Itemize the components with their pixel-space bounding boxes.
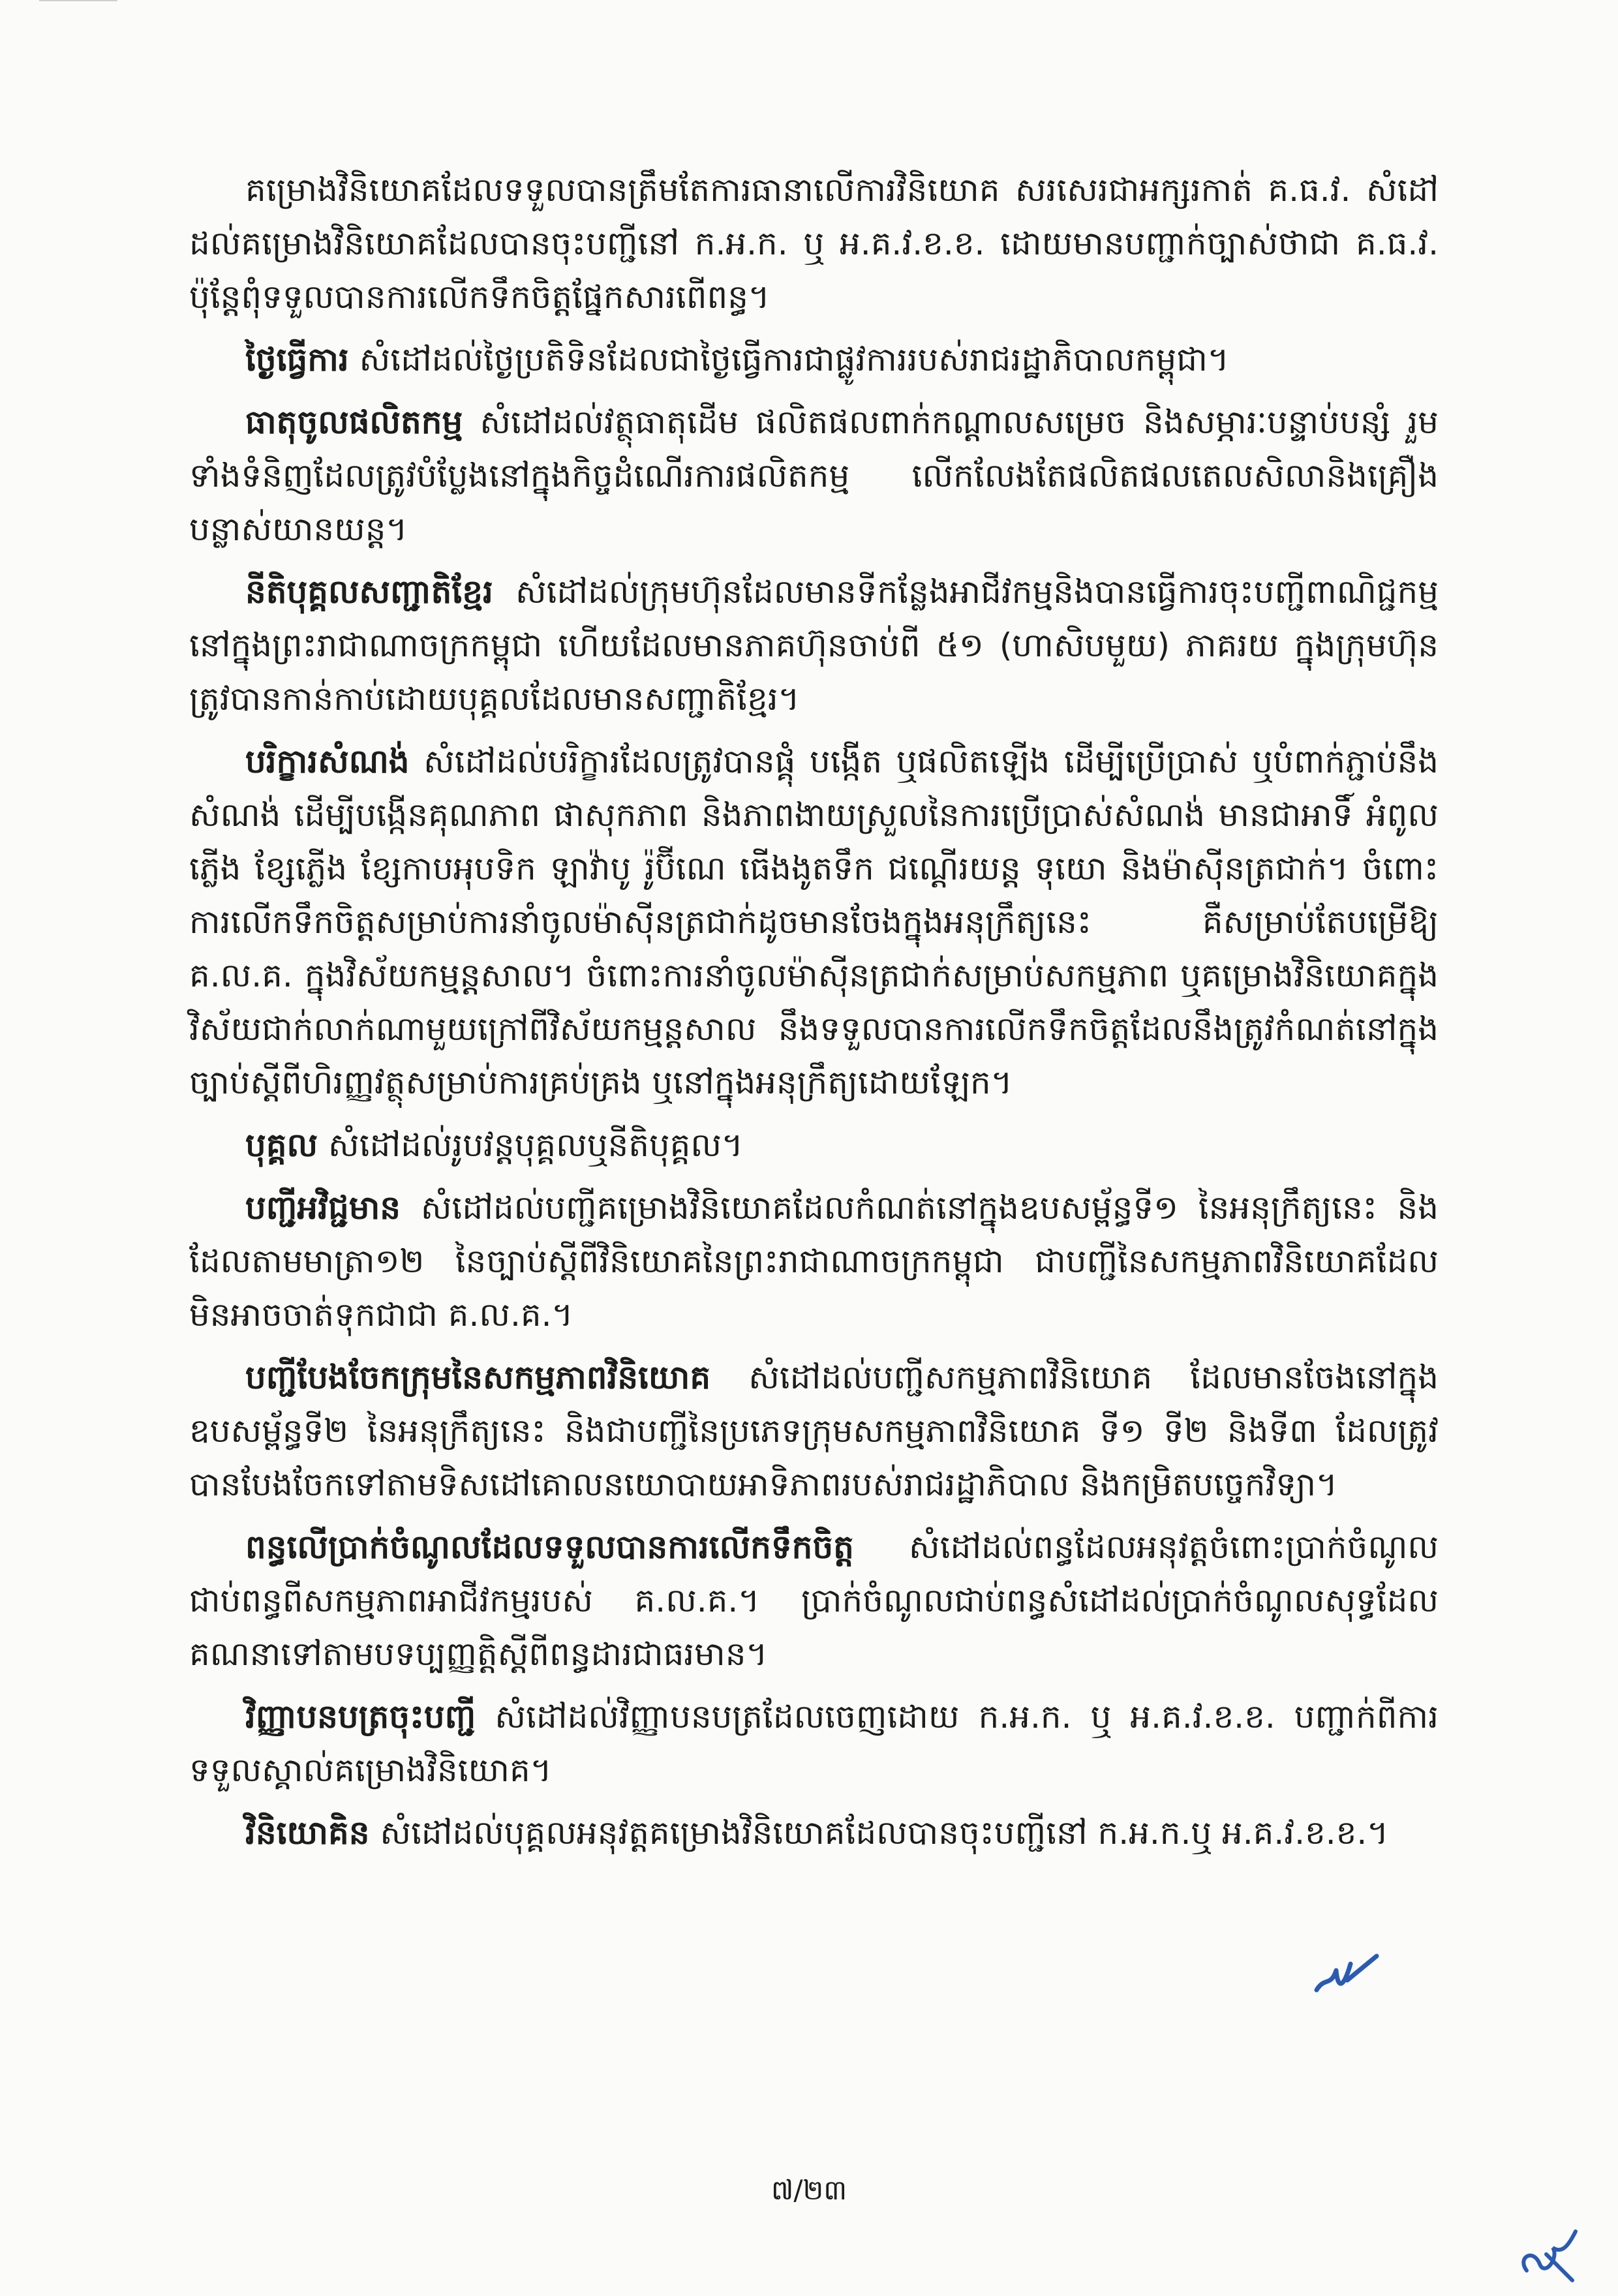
handwritten-initials-corner (1514, 2218, 1585, 2290)
definition-term: វិញ្ញាបនបត្រចុះបញ្ជី (245, 1698, 476, 1736)
definition-term: វិនិយោគិន (245, 1814, 370, 1852)
definition-text: សំដៅដល់បញ្ជីសកម្មភាពវិនិយោគ ដែលមានចែងនៅក្នុងឧបសម្ព័ន្ធទី២ នៃអនុក្រឹត្យនេះ និងជាបញ្ជីនៃប្រភេទក្រុមសកម្មភាពវិនិយោគ ទី១ ទី២ និងទី៣ ដែលត្រូវបានបែងចែកទៅតាមទិសដៅគោលនយោបាយអាទិភាពរបស់រាជរដ្ឋាភិបាល និងកម្រិតបច្ចេកវិទ្យា។ (189, 1358, 1439, 1503)
definition-paragraph (189, 333, 1439, 386)
definition-paragraph (189, 395, 1439, 556)
definition-paragraph (189, 1118, 1439, 1172)
definition-text: សំដៅដល់បុគ្គលអនុវត្តគម្រោងវិនិយោគដែលបានចុះបញ្ជីនៅ ក.អ.ក.ឬ អ.គ.វ.ខ.ខ.។ (369, 1814, 1389, 1852)
scan-edge-mark (39, 0, 117, 1)
definition-text: គម្រោងវិនិយោគដែលទទួលបានត្រឹមតែការធានាលើការវិនិយោគ សរសេរជាអក្សរកាត់ គ.ធ.វ. សំដៅដល់គម្រោងវិនិយោគដែលបានចុះបញ្ជីនៅ ក.អ.ក. ឬ អ.គ.វ.ខ.ខ. ដោយមានបញ្ជាក់ច្បាស់ថាជា គ.ធ.វ. ប៉ុន្តែពុំទទួលបានការលើកទឹកចិត្តផ្នែកសារពើពន្ធ។ (189, 171, 1439, 316)
definition-text: សំដៅដល់ពន្ធដែលអនុវត្តចំពោះប្រាក់ចំណូលជាប់ពន្ធពីសកម្មភាពអាជីវកម្មរបស់ គ.ល.គ.។ ប្រាក់ចំណូលជាប់ពន្ធសំដៅដល់ប្រាក់ចំណូលសុទ្ធដែលគណនាទៅតាមបទប្បញ្ញត្តិស្តីពីពន្ធដារជាធរមាន។ (189, 1528, 1439, 1673)
definitions-body (189, 163, 1439, 1869)
definition-paragraph (189, 565, 1439, 726)
definition-text: សំដៅដល់រូបវន្តបុគ្គលឬនីតិបុគ្គល។ (318, 1126, 743, 1164)
definition-term: នីតិបុគ្គលសញ្ជាតិខ្មែរ (245, 573, 493, 611)
definition-term: បរិក្ខារសំណង់ (245, 742, 410, 780)
definition-paragraph (189, 163, 1439, 324)
definition-paragraph (189, 1520, 1439, 1681)
definition-text: សំដៅដល់ថ្ងៃប្រតិទិនដែលជាថ្ងៃធ្វើការជាផ្លូវការរបស់រាជរដ្ឋាភិបាលកម្ពុជា។ (348, 341, 1229, 378)
definition-paragraph (189, 1690, 1439, 1797)
definition-paragraph (189, 735, 1439, 1109)
definition-term: ថ្ងៃធ្វើការ (245, 341, 349, 378)
definition-text: សំដៅដល់ក្រុមហ៊ុនដែលមានទីកន្លែងអាជីវកម្មនិងបានធ្វើការចុះបញ្ជីពាណិជ្ជកម្មនៅក្នុងព្រះរាជាណាចក្រកម្ពុជា ហើយដែលមានភាគហ៊ុនចាប់ពី ៥១ (ហាសិបមួយ) ភាគរយ ក្នុងក្រុមហ៊ុន ត្រូវបានកាន់កាប់ដោយបុគ្គលដែលមានសញ្ជាតិខ្មែរ។ (189, 573, 1439, 718)
definition-paragraph (189, 1181, 1439, 1341)
definition-term: បញ្ជីអវិជ្ជមាន (245, 1189, 401, 1227)
definition-text: សំដៅដល់បញ្ជីគម្រោងវិនិយោគដែលកំណត់នៅក្នុងឧបសម្ព័ន្ធទី១ នៃអនុក្រឹត្យនេះ និងដែលតាមមាត្រា១២ នៃច្បាប់ស្តីពីវិនិយោគនៃព្រះរាជាណាចក្រកម្ពុជា ជាបញ្ជីនៃសកម្មភាពវិនិយោគដែលមិនអាចចាត់ទុកជាជា គ.ល.គ.។ (189, 1189, 1439, 1334)
definition-term: ធាតុចូលផលិតកម្ម (245, 403, 463, 441)
definition-paragraph (189, 1806, 1439, 1860)
definition-paragraph (189, 1351, 1439, 1511)
page-number: ៧/២៣ (771, 2174, 847, 2206)
definition-term: ពន្ធលើប្រាក់ចំណូលដែលទទួលបានការលើកទឹកចិត្ត (245, 1528, 854, 1566)
definition-text: សំដៅដល់បរិក្ខារដែលត្រូវបានផ្គុំ បង្កើត ឬផលិតឡើង ដើម្បីប្រើប្រាស់ ឬបំពាក់ភ្ជាប់នឹងសំណង់ ដើម្បីបង្កើនគុណភាព ផាសុកភាព និងភាពងាយស្រួលនៃការប្រើប្រាស់សំណង់ មានជាអាទិ៍ អំពូលភ្លើង ខ្សែភ្លើង ខ្សែកាបអុបទិក ឡាវ៉ាបូ រ៉ូប៊ីណេ ធើងងូតទឹក ជណ្តើរយន្ត ទុយោ និងម៉ាស៊ីនត្រជាក់។ ចំពោះការលើកទឹកចិត្តសម្រាប់ការនាំចូលម៉ាស៊ីនត្រជាក់ដូចមានចែងក្នុងអនុក្រឹត្យនេះ គឺសម្រាប់តែបម្រើឱ្យ គ.ល.គ. ក្នុងវិស័យកម្មន្តសាល។ ចំពោះការនាំចូលម៉ាស៊ីនត្រជាក់សម្រាប់សកម្មភាព ឬគម្រោងវិនិយោគក្នុងវិស័យជាក់លាក់ណាមួយក្រៅពីវិស័យកម្មន្តសាល នឹងទទួលបានការលើកទឹកចិត្តដែលនឹងត្រូវកំណត់នៅក្នុងច្បាប់ស្តីពីហិរញ្ញវត្ថុសម្រាប់ការគ្រប់គ្រង ឬនៅក្នុងអនុក្រឹត្យដោយឡែក។ (189, 742, 1439, 1101)
definition-text: សំដៅដល់វត្ថុធាតុដើម ផលិតផលពាក់កណ្តាលសម្រេច និងសម្ភារៈបន្ទាប់បន្សំ រួមទាំងទំនិញដែលត្រូវបំប្លែងនៅក្នុងកិច្ចដំណើរការផលិតកម្ម លើកលែងតែផលិតផលតេលសិលានិងគ្រឿងបន្លាស់យានយន្ត។ (189, 403, 1439, 548)
definition-term: បុគ្គល (245, 1126, 318, 1164)
definition-text: សំដៅដល់វិញ្ញាបនបត្រដែលចេញដោយ ក.អ.ក. ឬ អ.គ.វ.ខ.ខ. បញ្ជាក់ពីការទទួលស្គាល់គម្រោងវិនិយោគ។ (189, 1698, 1439, 1789)
handwritten-initials-inline (1311, 1951, 1383, 2003)
definition-term: បញ្ជីបែងចែកក្រុមនៃសកម្មភាពវិនិយោគ (245, 1358, 711, 1396)
